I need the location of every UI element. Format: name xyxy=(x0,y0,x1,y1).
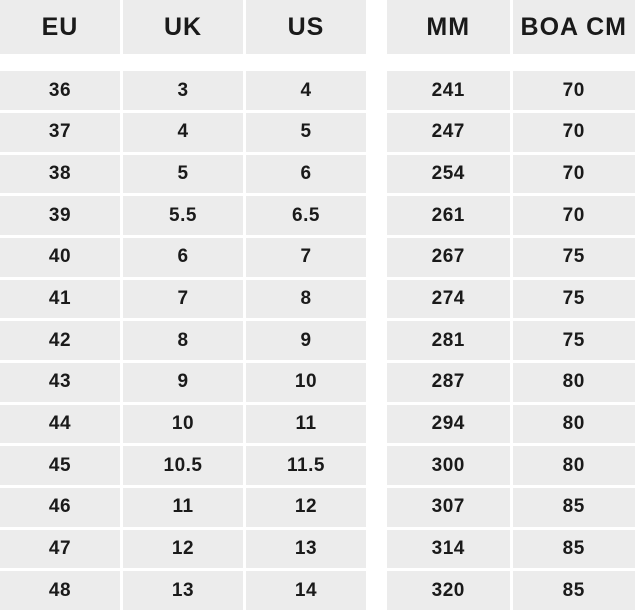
cell-mm: 267 xyxy=(387,238,513,277)
cell-boa-cm: 75 xyxy=(513,238,635,277)
table-row xyxy=(387,571,635,610)
table-row xyxy=(387,321,635,363)
cell-uk: 6 xyxy=(123,238,246,277)
table-row xyxy=(387,488,635,530)
table-row xyxy=(387,113,635,155)
table-row xyxy=(0,196,366,238)
cell-mm: 261 xyxy=(387,196,513,235)
cell-eu: 38 xyxy=(0,155,123,194)
table-row xyxy=(0,113,366,155)
table-row xyxy=(387,155,635,197)
cell-eu: 47 xyxy=(0,530,123,569)
header-body-divider xyxy=(387,54,635,71)
column-header-uk: UK xyxy=(123,0,246,54)
cell-boa-cm: 70 xyxy=(513,71,635,110)
cell-eu: 42 xyxy=(0,321,123,360)
table-header-row xyxy=(0,0,366,54)
cell-us: 5 xyxy=(246,113,366,152)
cell-us: 6.5 xyxy=(246,196,366,235)
table-row xyxy=(387,405,635,447)
cell-boa-cm: 80 xyxy=(513,363,635,402)
cell-mm: 254 xyxy=(387,155,513,194)
table-row xyxy=(0,280,366,322)
cell-uk: 7 xyxy=(123,280,246,319)
table-row xyxy=(387,530,635,572)
cell-eu: 44 xyxy=(0,405,123,444)
table-row xyxy=(0,363,366,405)
cell-us: 12 xyxy=(246,488,366,527)
cell-us: 8 xyxy=(246,280,366,319)
table-header-row xyxy=(387,0,635,54)
cell-boa-cm: 70 xyxy=(513,113,635,152)
cell-us: 11 xyxy=(246,405,366,444)
cell-mm: 281 xyxy=(387,321,513,360)
cell-eu: 37 xyxy=(0,113,123,152)
column-header-us: US xyxy=(246,0,366,54)
cell-mm: 274 xyxy=(387,280,513,319)
cell-uk: 5 xyxy=(123,155,246,194)
cell-us: 14 xyxy=(246,571,366,610)
table-row xyxy=(0,71,366,113)
cell-us: 10 xyxy=(246,363,366,402)
cell-uk: 10 xyxy=(123,405,246,444)
cell-mm: 241 xyxy=(387,71,513,110)
cell-uk: 11 xyxy=(123,488,246,527)
table-row xyxy=(0,446,366,488)
table-row xyxy=(0,155,366,197)
table-row xyxy=(0,321,366,363)
table-row xyxy=(387,196,635,238)
table-row xyxy=(0,488,366,530)
table-row xyxy=(0,530,366,572)
cell-uk: 9 xyxy=(123,363,246,402)
cell-uk: 3 xyxy=(123,71,246,110)
cell-us: 11.5 xyxy=(246,446,366,485)
cell-us: 7 xyxy=(246,238,366,277)
cell-us: 4 xyxy=(246,71,366,110)
cell-boa-cm: 85 xyxy=(513,571,635,610)
cell-boa-cm: 85 xyxy=(513,530,635,569)
cell-eu: 45 xyxy=(0,446,123,485)
cell-us: 9 xyxy=(246,321,366,360)
column-header-eu: EU xyxy=(0,0,123,54)
cell-mm: 307 xyxy=(387,488,513,527)
cell-uk: 4 xyxy=(123,113,246,152)
cell-mm: 320 xyxy=(387,571,513,610)
cell-boa-cm: 80 xyxy=(513,405,635,444)
cell-mm: 247 xyxy=(387,113,513,152)
table-row xyxy=(0,405,366,447)
header-body-divider xyxy=(0,54,366,71)
cell-boa-cm: 75 xyxy=(513,280,635,319)
cell-mm: 300 xyxy=(387,446,513,485)
cell-eu: 43 xyxy=(0,363,123,402)
table-row xyxy=(387,71,635,113)
cell-boa-cm: 75 xyxy=(513,321,635,360)
cell-mm: 287 xyxy=(387,363,513,402)
table-row xyxy=(0,238,366,280)
table-row xyxy=(387,363,635,405)
cell-eu: 39 xyxy=(0,196,123,235)
cell-mm: 294 xyxy=(387,405,513,444)
cell-uk: 10.5 xyxy=(123,446,246,485)
table-row xyxy=(387,238,635,280)
cell-uk: 13 xyxy=(123,571,246,610)
cell-boa-cm: 80 xyxy=(513,446,635,485)
cell-us: 6 xyxy=(246,155,366,194)
table-row xyxy=(387,446,635,488)
table-row xyxy=(0,571,366,610)
table-row xyxy=(387,280,635,322)
cell-uk: 5.5 xyxy=(123,196,246,235)
cell-us: 13 xyxy=(246,530,366,569)
cell-boa-cm: 70 xyxy=(513,196,635,235)
cell-boa-cm: 85 xyxy=(513,488,635,527)
cell-eu: 46 xyxy=(0,488,123,527)
cell-uk: 12 xyxy=(123,530,246,569)
cell-uk: 8 xyxy=(123,321,246,360)
column-header-boa-cm: BOA CM xyxy=(513,0,635,54)
cell-eu: 41 xyxy=(0,280,123,319)
cell-eu: 48 xyxy=(0,571,123,610)
column-header-mm: MM xyxy=(387,0,513,54)
measurement-conversion-table xyxy=(387,0,635,610)
cell-boa-cm: 70 xyxy=(513,155,635,194)
cell-mm: 314 xyxy=(387,530,513,569)
cell-eu: 40 xyxy=(0,238,123,277)
cell-eu: 36 xyxy=(0,71,123,110)
table-gap xyxy=(366,0,387,610)
